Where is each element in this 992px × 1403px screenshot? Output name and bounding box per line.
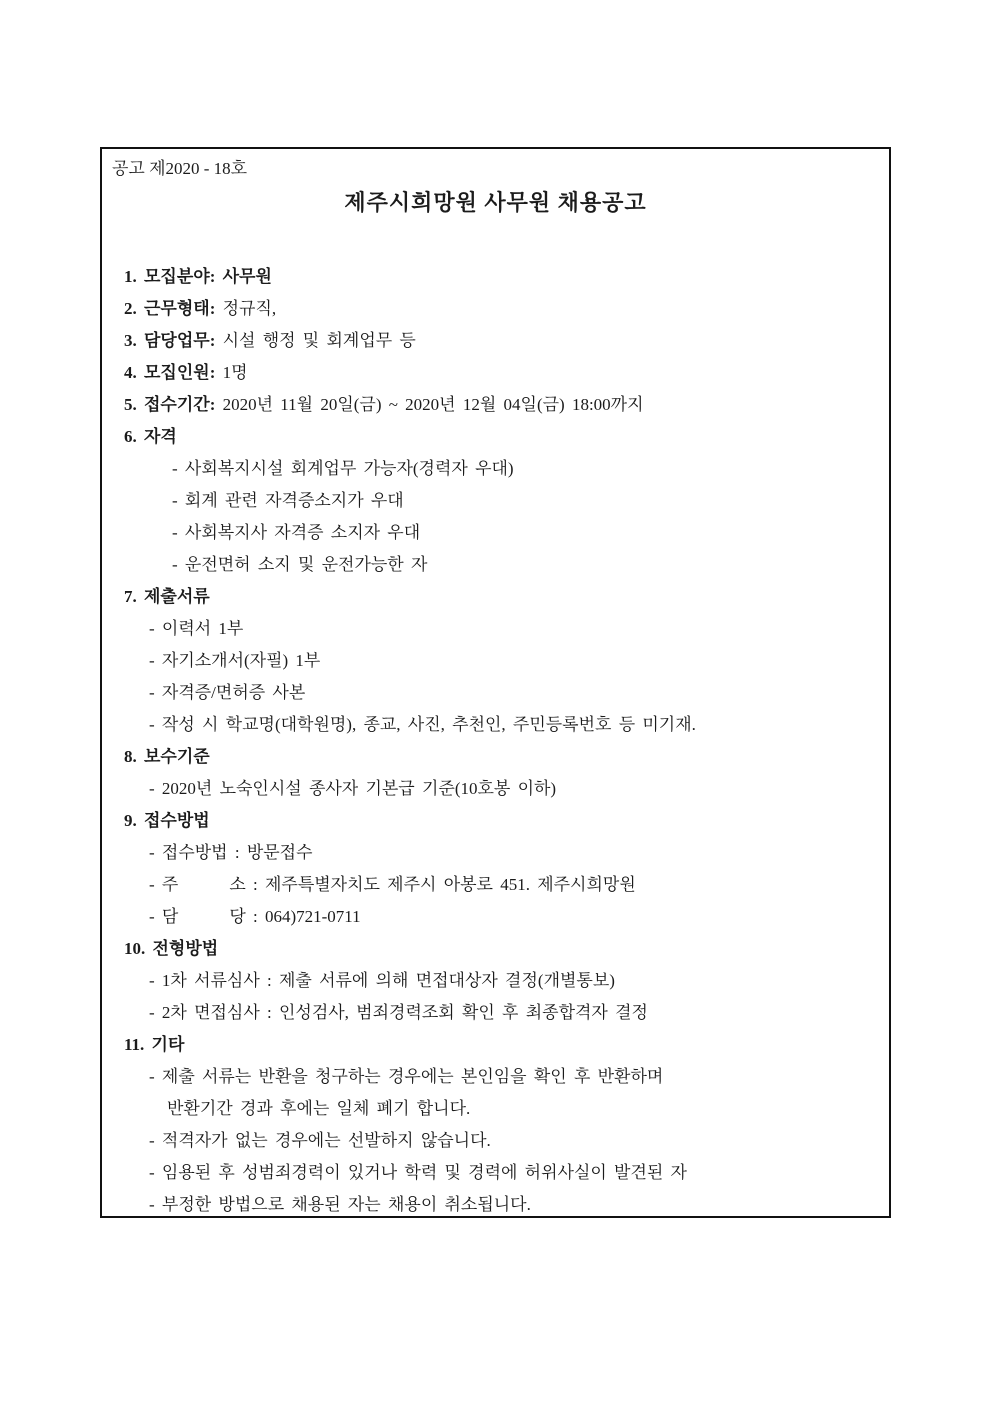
section xyxy=(124,293,875,325)
section-heading xyxy=(124,1029,875,1061)
section-number-label: 11. 기타 xyxy=(124,1035,185,1054)
section-number-label: 5. 접수기간: xyxy=(124,395,216,414)
section-heading xyxy=(124,389,875,421)
section-inline-value: 사무원 xyxy=(215,267,272,286)
section-heading xyxy=(124,261,875,293)
section-inline-value: 시설 행정 및 회계업무 등 xyxy=(215,331,416,350)
section-heading xyxy=(124,293,875,325)
bullet-item: - 주 소 : 제주특별자치도 제주시 아봉로 451. 제주시희망원 xyxy=(149,875,636,894)
bullet-item: - 사회복지사 자격증 소지자 우대 xyxy=(172,523,421,542)
section xyxy=(124,581,875,741)
section-number-label: 3. 담당업무: xyxy=(124,331,216,350)
section xyxy=(124,933,875,1029)
bullet-item: - 사회복지시설 회계업무 가능자(경력자 우대) xyxy=(172,459,514,478)
bullet-item: - 2차 면접심사 : 인성검사, 범죄경력조회 확인 후 최종합격자 결정 xyxy=(149,1003,648,1022)
bullet-item: - 자기소개서(자필) 1부 xyxy=(149,651,321,670)
bullet-item: - 2020년 노숙인시설 종사자 기본급 기준(10호봉 이하) xyxy=(149,779,557,798)
section xyxy=(124,421,875,581)
section-number-label: 6. 자격 xyxy=(124,427,177,446)
section xyxy=(124,805,875,933)
bullet-item: - 운전면허 소지 및 운전가능한 자 xyxy=(172,555,428,574)
section-number-label: 7. 제출서류 xyxy=(124,587,210,606)
section xyxy=(124,389,875,421)
section-inline-value: 정규직, xyxy=(215,299,277,318)
section xyxy=(124,357,875,389)
section-number-label: 8. 보수기준 xyxy=(124,747,210,766)
section-number-label: 9. 접수방법 xyxy=(124,811,210,830)
document-border-box xyxy=(100,147,891,1218)
section-inline-value: 1명 xyxy=(215,363,248,382)
bullet-item: - 이력서 1부 xyxy=(149,619,244,638)
section xyxy=(124,261,875,293)
section-heading xyxy=(124,581,875,613)
document-title: 제주시희망원 사무원 채용공고 xyxy=(344,190,647,215)
bullet-item: - 임용된 후 성범죄경력이 있거나 학력 및 경력에 허위사실이 발견된 자 xyxy=(149,1163,687,1182)
section-heading xyxy=(124,741,875,773)
section-inline-value: 2020년 11월 20일(금) ~ 2020년 12월 04일(금) 18:00까지 xyxy=(215,395,644,414)
bullet-item: - 회계 관련 자격증소지가 우대 xyxy=(172,491,404,510)
continuation-line: 반환기간 경과 후에는 일체 폐기 합니다. xyxy=(167,1099,471,1118)
section-list xyxy=(124,261,875,1221)
section-heading xyxy=(124,933,875,965)
section-heading xyxy=(124,325,875,357)
bullet-item: - 적격자가 없는 경우에는 선발하지 않습니다. xyxy=(149,1131,491,1150)
bullet-item: - 접수방법 : 방문접수 xyxy=(149,843,313,862)
bullet-item: - 담 당 : 064)721-0711 xyxy=(149,907,361,926)
section xyxy=(124,1029,875,1221)
section-number-label: 10. 전형방법 xyxy=(124,939,219,958)
notice-number: 공고 제2020 - 18호 xyxy=(112,159,248,178)
bullet-item: - 제출 서류는 반환을 청구하는 경우에는 본인임을 확인 후 반환하며 xyxy=(149,1067,664,1086)
section-heading xyxy=(124,421,875,453)
bullet-item: - 작성 시 학교명(대학원명), 종교, 사진, 추천인, 주민등록번호 등 미기재. xyxy=(149,715,696,734)
section-number-label: 2. 근무형태: xyxy=(124,299,216,318)
section-heading xyxy=(124,805,875,837)
section-number-label: 1. 모집분야: xyxy=(124,267,216,286)
bullet-item: - 1차 서류심사 : 제출 서류에 의해 면접대상자 결정(개별통보) xyxy=(149,971,615,990)
section-heading xyxy=(124,357,875,389)
section xyxy=(124,741,875,805)
bullet-item: - 부정한 방법으로 채용된 자는 채용이 취소됩니다. xyxy=(149,1195,531,1214)
section xyxy=(124,325,875,357)
section-number-label: 4. 모집인원: xyxy=(124,363,216,382)
bullet-item: - 자격증/면허증 사본 xyxy=(149,683,306,702)
